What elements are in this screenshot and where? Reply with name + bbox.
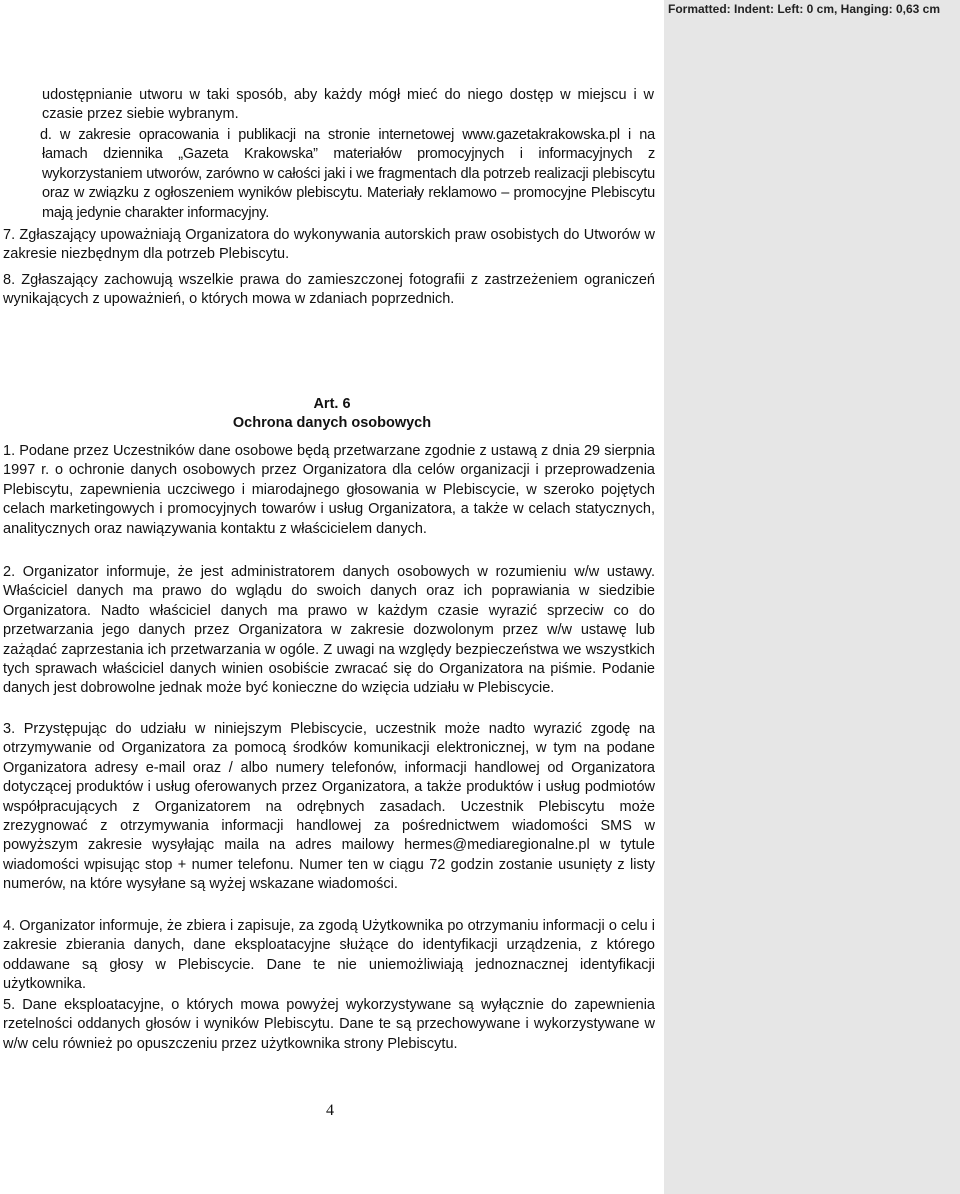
- list-item-c-continuation: udostępnianie utworu w taki sposób, aby każdy mógł mieć do niego dostęp w miejscu i w czasie przez siebie wybranym.: [42, 87, 654, 123]
- list-item-d: d. w zakresie opracowania i publikacji na stronie internetowej www.gazetakrakowska.pl i na łamach dziennika „Gazeta Krakowska” materiałów promocyjnych i informacyjnych z wykorzystaniem utworów, zarówno w całości jaki i we fragmentach dla potrzeb realizacji plebiscytu oraz w związku z ogłoszeniem wyników plebiscytu. Materiały reklamowo – promocyjne Plebiscytu mają jedynie charakter informacyjny.: [40, 127, 655, 221]
- formatting-note: Formatted: Indent: Left: 0 cm, Hanging: 0,63 cm: [668, 2, 941, 16]
- clause-8: 8. Zgłaszający zachowują wszelkie prawa do zamieszczonej fotografii z zastrzeżeniem ograniczeń wynikających z upoważnień, o których mowa w zdaniach poprzednich.: [3, 272, 655, 308]
- paragraph-3: 3. Przystępując do udziału w niniejszym Plebiscycie, uczestnik może nadto wyrazić zgodę na otrzymywanie od Organizatora za pomocą środków komunikacji elektronicznej, w tym na podane Organizatora adresy e-mail oraz / albo numery telefonów, informacji handlowej od Organizatora dotyczącej produktów i usług oferowanych przez Organizatora, a także produktów i usług podmiotów współpracujących z Organizatorem na odrębnych zasadach. Uczestnik Plebiscytu może zrezygnować z otrzymywania informacji handlowej za pośrednictwem wiadomości SMS w powyższym zakresie wysyłając maila na adres mailowy hermes@mediaregionalne.pl w tytule wiadomości wpisując stop + numer telefonu. Numer ten w ciągu 72 godzin zostanie usunięty z listy numerów, na które wysyłane są wyżej wskazane wiadomości.: [3, 721, 655, 893]
- page-number: 4: [326, 1102, 334, 1119]
- article-title: Ochrona danych osobowych: [232, 415, 432, 431]
- article-number: Art. 6: [313, 396, 351, 412]
- paragraph-2: 2. Organizator informuje, że jest administratorem danych osobowych w rozumieniu w/w ustawy. Właściciel danych ma prawo do wglądu do swoich danych oraz ich poprawiania w siedzibie Organizatora. Nadto właściciel danych ma prawo w każdym czasie wyrazić sprzeciw co do przetwarzania jego danych przez Organizatora w zakresie dozwolonym przez w/w ustawę lub zażądać zaprzestania ich przetwarzania w ogóle. Z uwagi na względy bezpieczeństwa we wszystkich tych sprawach właściciel danych winien osobiście zwracać się do Organizatora na piśmie. Podanie danych jest dobrowolne jednak może być konieczne do wzięcia udziału w Plebiscycie.: [3, 564, 655, 697]
- paragraph-5: 5. Dane eksploatacyjne, o których mowa powyżej wykorzystywane są wyłącznie do zapewnienia rzetelności oddanych głosów i wyników Plebiscytu. Dane te są przechowywane i wykorzystywane w w/w celu również po opuszczeniu przez użytkownika strony Plebiscytu.: [3, 997, 655, 1052]
- paragraph-1: 1. Podane przez Uczestników dane osobowe będą przetwarzane zgodnie z ustawą z dnia 29 sierpnia 1997 r. o ochronie danych osobowych przez Organizatora dla celów organizacji i przeprowadzenia Plebiscytu, zapewnienia uczciwego i miarodajnego głosowania w Plebiscycie, w szeroko pojętych celach marketingowych i promocyjnych towarów i usług Organizatora, a także w celach statycznych, analitycznych oraz nawiązywania kontaktu z właścicielem danych.: [3, 443, 655, 537]
- clause-7: 7. Zgłaszający upoważniają Organizatora do wykonywania autorskich praw osobistych do Utworów w zakresie niezbędnym dla potrzeb Plebiscytu.: [3, 227, 655, 263]
- paragraph-4: 4. Organizator informuje, że zbiera i zapisuje, za zgodą Użytkownika po otrzymaniu informacji o celu i zakresie zbierania danych, dane eksploatacyjne służące do identyfikacji urządzenia, z którego oddawane są głosy w Plebiscycie. Dane te nie uniemożliwiają jednoznacznej identyfikacji użytkownika.: [3, 918, 655, 993]
- comment-sidebar: [664, 0, 960, 1194]
